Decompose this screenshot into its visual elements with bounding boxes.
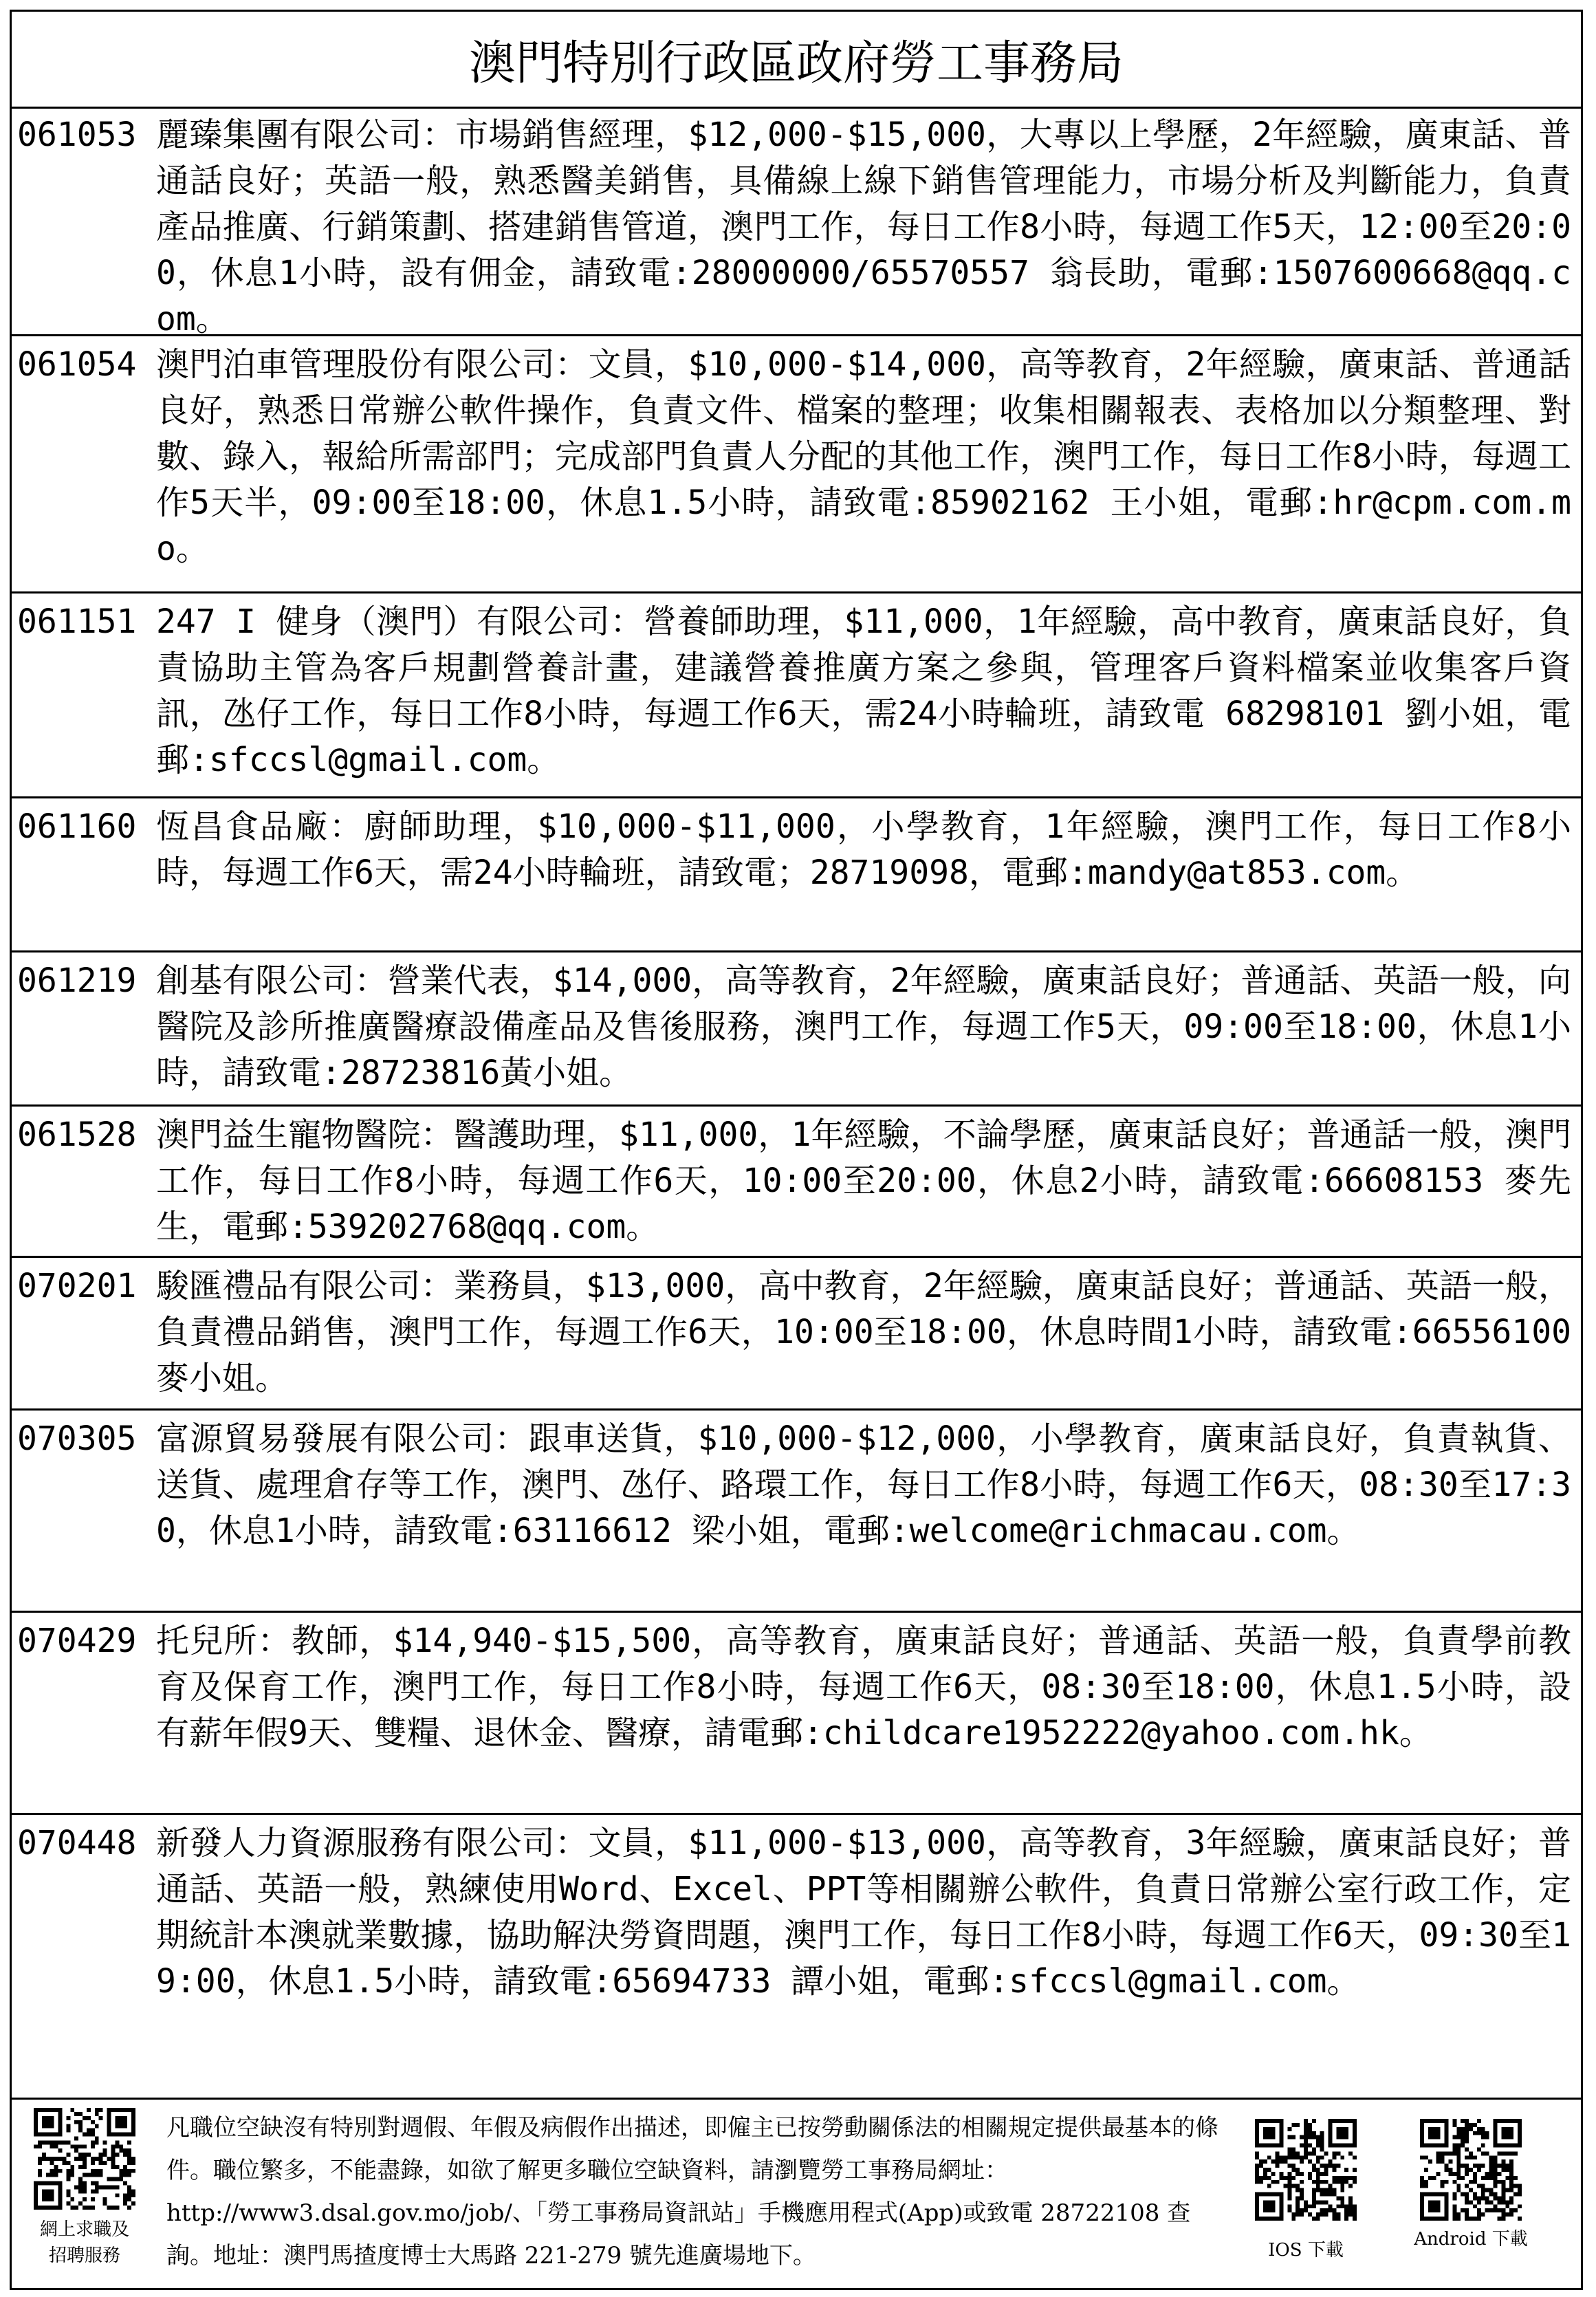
job-description: 富源貿易發展有限公司：跟車送貨，$10,000-$12,000，小學教育，廣東話良好，負責執貨、送貨、處理倉存等工作，澳門、氹仔、路環工作，每日工作8小時，每週工作6天，08:30至17:30，休息1小時，請致電:63116612 梁小姐，電郵:welcome@richmacau.com。 <box>156 1419 1571 1550</box>
job-entry <box>12 107 1581 336</box>
footer-notice: 凡職位空缺沒有特別對週假、年假及病假作出描述，即僱主已按勞動關係法的相關規定提供最基本的條件。職位繁多，不能盡錄，如欲了解更多職位空缺資料，請瀏覽勞工事務局網址：http://www3.dsal.gov.mo/job/、「勞工事務局資訊站」手機應用程式(App)或致電 28722108 查詢。地址：澳門馬揸度博士大馬路 221-279 號先進廣場地下。 <box>166 2114 1218 2269</box>
job-code: 070201 <box>17 1267 137 1305</box>
job-description: 恆昌食品廠：廚師助理，$10,000-$11,000，小學教育，1年經驗，澳門工作，每日工作8小時，每週工作6天，需24小時輪班，請致電；28719098，電郵:mandy@at853.com。 <box>156 807 1571 892</box>
job-description: 創基有限公司：營業代表，$14,000，高等教育，2年經驗，廣東話良好；普通話、英語一般，向醫院及診所推廣醫療設備產品及售後服務，澳門工作，每週工作5天，09:00至18:00，休息1小時，請致電:28723816黃小姐。 <box>156 961 1571 1092</box>
footer <box>12 2098 1581 2288</box>
job-code: 061219 <box>17 961 137 1000</box>
job-code: 061151 <box>17 602 137 641</box>
job-code: 061160 <box>17 807 137 846</box>
job-code: 070429 <box>17 1622 137 1660</box>
job-description: 麗臻集團有限公司：市場銷售經理，$12,000-$15,000，大專以上學歷，2年經驗，廣東話、普通話良好；英語一般，熟悉醫美銷售，具備線上線下銷售管理能力，市場分析及判斷能力，負責產品推廣、行銷策劃、搭建銷售管道，澳門工作，每日工作8小時，每週工作5天，12:00至20:00，休息1小時，設有佣金，請致電:28000000/65570557 翁長助，電郵:1507600668@qq.com。 <box>156 116 1571 338</box>
job-entry <box>12 594 1581 798</box>
job-code: 070448 <box>17 1824 137 1862</box>
job-description: 247 I 健身（澳門）有限公司：營養師助理，$11,000，1年經驗，高中教育，廣東話良好，負責協助主管為客戶規劃營養計畫，建議營養推廣方案之參與，管理客戶資料檔案並收集客戶資訊，氹仔工作，每日工作8小時，每週工作6天，需24小時輪班，請致電 68298101 劉小姐，電郵:sfccsl@gmail.com。 <box>156 602 1571 779</box>
job-description: 新發人力資源服務有限公司：文員，$11,000-$13,000，高等教育，3年經驗，廣東話良好；普通話、英語一般，熟練使用Word、Excel、PPT等相關辦公軟件，負責日常辦公室行政工作，定期統計本澳就業數據，協助解決勞資問題，澳門工作，每日工作8小時，每週工作6天，09:30至19:00，休息1.5小時，請致電:65694733 譚小姐，電郵:sfccsl@gmail.com。 <box>156 1824 1571 2001</box>
qr-code-icon[interactable] <box>1420 2119 1522 2221</box>
qr-label-online-services <box>17 2217 152 2269</box>
job-description: 澳門益生寵物醫院：醫護助理，$11,000，1年經驗，不論學歷，廣東話良好；普通話一般，澳門工作，每日工作8小時，每週工作6天，10:00至20:00，休息2小時，請致電:66608153 麥先生，電郵:539202768@qq.com。 <box>156 1115 1571 1246</box>
qr-label-line: 網上求職及 <box>39 2219 129 2240</box>
job-entry <box>12 1258 1581 1411</box>
ios-download-label: IOS 下載 <box>1268 2240 1344 2261</box>
job-code: 070305 <box>17 1419 137 1458</box>
job-entry <box>12 1815 1581 2100</box>
job-entry <box>12 798 1581 952</box>
job-entry <box>12 952 1581 1107</box>
qr-code-icon[interactable] <box>1255 2119 1357 2221</box>
job-entry <box>12 1613 1581 1815</box>
job-list <box>12 107 1581 2100</box>
android-download-label: Android 下載 <box>1414 2229 1528 2250</box>
job-entry <box>12 1107 1581 1258</box>
job-code: 061528 <box>17 1115 137 1154</box>
job-entry <box>12 336 1581 594</box>
job-entry <box>12 1411 1581 1613</box>
job-listing-sheet <box>10 10 1583 2290</box>
job-description: 澳門泊車管理股份有限公司：文員，$10,000-$14,000，高等教育，2年經驗，廣東話、普通話良好，熟悉日常辦公軟件操作，負責文件、檔案的整理；收集相關報表、表格加以分類整理、對數、錄入，報給所需部門；完成部門負責人分配的其他工作，澳門工作，每日工作8小時，每週工作5天半，09:00至18:00，休息1.5小時，請致電:85902162 王小姐，電郵:hr@cpm.com.mo。 <box>156 345 1571 568</box>
page-title: 澳門特別行政區政府勞工事務局 <box>12 12 1581 109</box>
job-description: 駿匯禮品有限公司：業務員，$13,000，高中教育，2年經驗，廣東話良好；普通話、英語一般，負責禮品銷售，澳門工作，每週工作6天，10:00至18:00，休息時間1小時，請致電:66556100 麥小姐。 <box>156 1267 1571 1397</box>
qr-code-icon[interactable] <box>34 2108 135 2210</box>
job-code: 061053 <box>17 116 137 154</box>
qr-label-line: 招聘服務 <box>48 2245 120 2266</box>
job-description: 托兒所：教師，$14,940-$15,500，高等教育，廣東話良好；普通話、英語一般，負責學前教育及保育工作，澳門工作，每日工作8小時，每週工作6天，08:30至18:00，休息1.5小時，設有薪年假9天、雙糧、退休金、醫療，請電郵:childcare1952222@yahoo.com.hk。 <box>156 1622 1571 1752</box>
job-code: 061054 <box>17 345 137 384</box>
